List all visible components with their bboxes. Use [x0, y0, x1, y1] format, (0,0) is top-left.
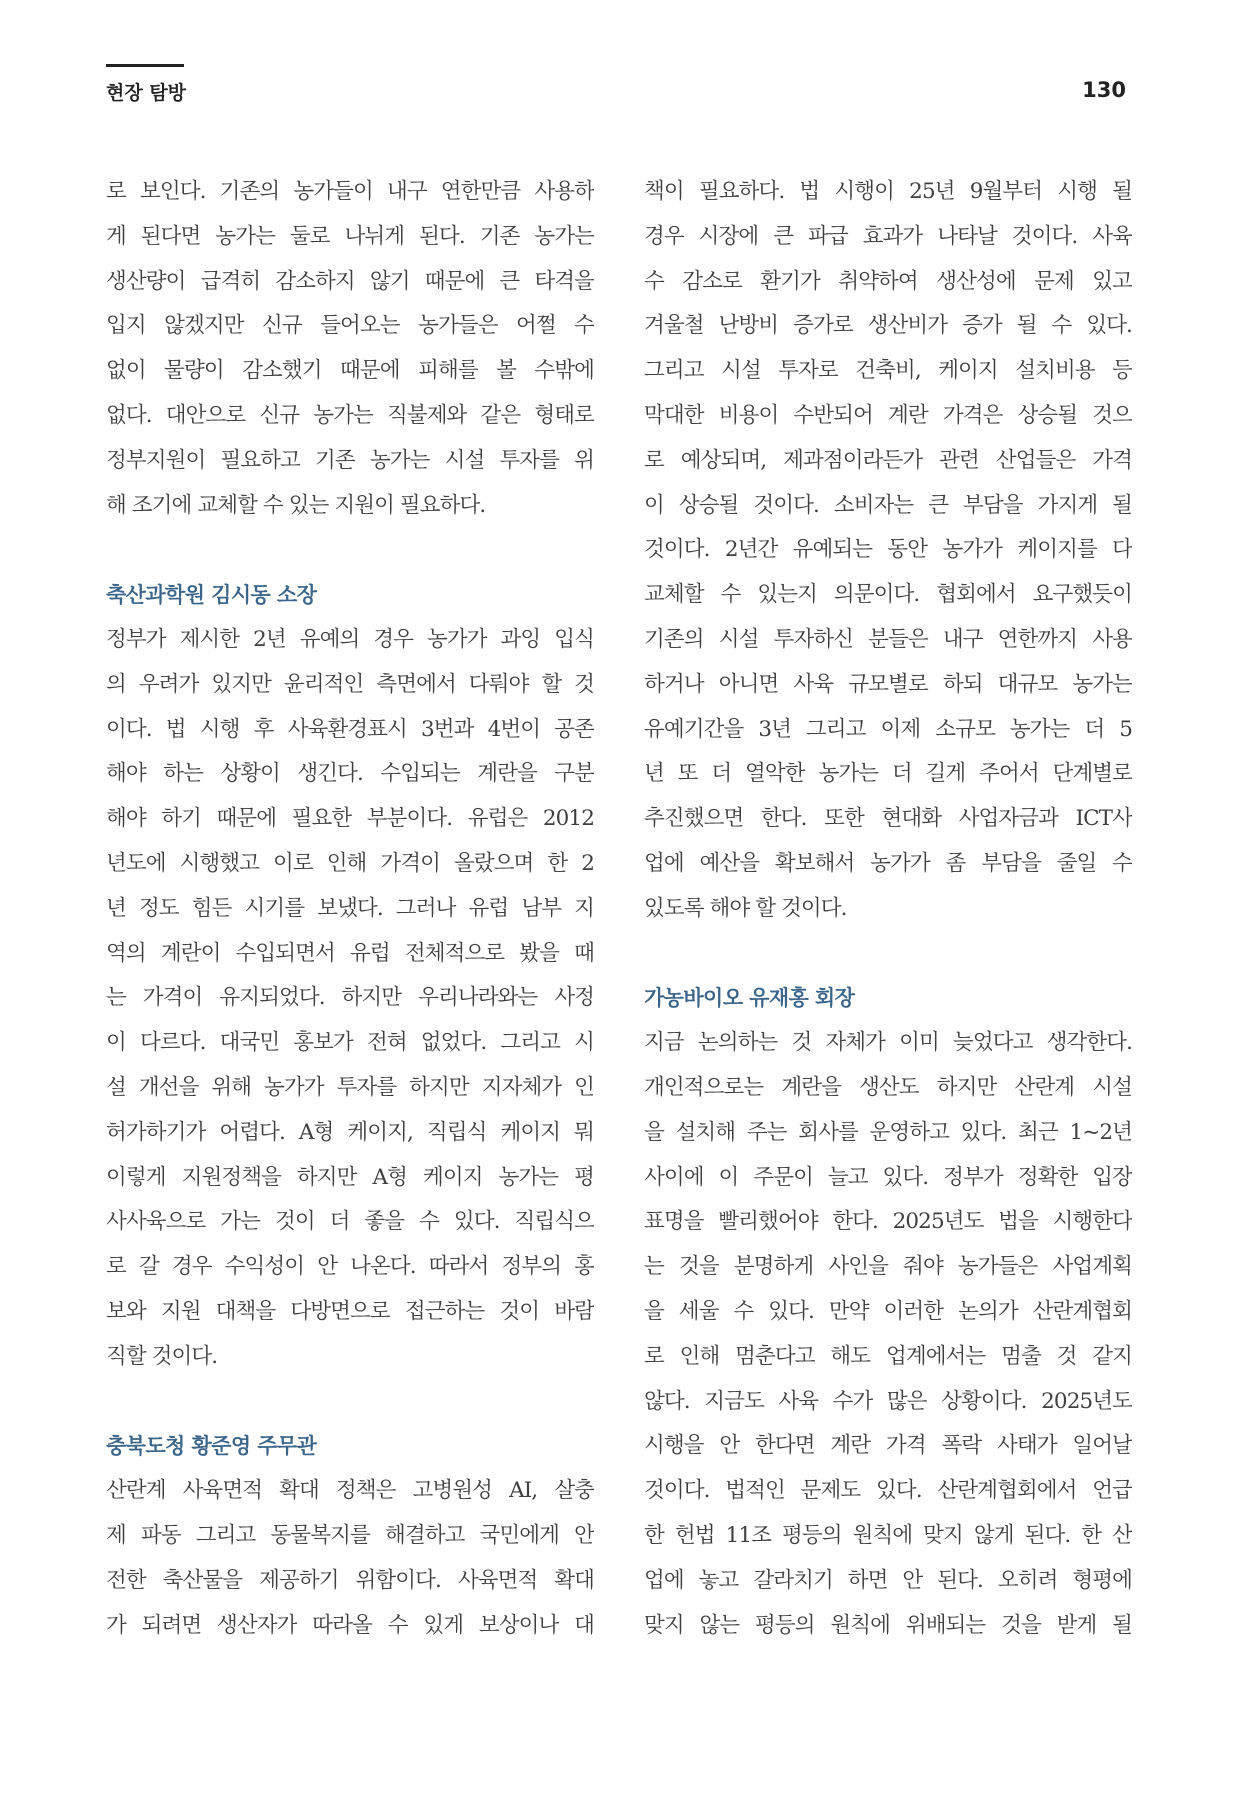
text-line: 로 인해 멈춘다고 해도 업계에서는 멈출 것 같지 — [644, 1343, 1132, 1369]
right-intro-paragraph — [644, 170, 1132, 932]
text-line: 보와 지원 대책을 다방면으로 접근하는 것이 바람 — [106, 1298, 594, 1324]
text-line: 사사육으로 가는 것이 더 좋을 수 있다. 직립식으 — [106, 1209, 594, 1235]
text-line: 없다. 대안으로 신규 농가는 직불제와 같은 형태로 — [106, 402, 594, 428]
text-line: 그리고 시설 투자로 건축비, 케이지 설치비용 등 — [644, 358, 1132, 384]
text-line: 것이다. 2년간 유예되는 동안 농가가 케이지를 다 — [644, 537, 1132, 563]
text-line: 사이에 이 주문이 늘고 있다. 정부가 정확한 입장 — [644, 1164, 1132, 1190]
text-line: 을 세울 수 있다. 만약 이러한 논의가 산란계협회 — [644, 1298, 1132, 1324]
text-line: 게 된다면 농가는 둘로 나뉘게 된다. 기존 농가는 — [106, 223, 594, 249]
text-line: 이렇게 지원정책을 하지만 A형 케이지 농가는 평 — [106, 1164, 594, 1190]
section-label: 현장 탐방 — [106, 82, 187, 104]
text-line: 정부가 제시한 2년 유예의 경우 농가가 과잉 입식 — [106, 626, 594, 652]
text-line: 교체할 수 있는지 의문이다. 협회에서 요구했듯이 — [644, 582, 1132, 608]
text-line: 있도록 해야 할 것이다. — [644, 895, 847, 921]
text-line: 전한 축산물을 제공하기 위함이다. 사육면적 확대 — [106, 1567, 594, 1593]
text-line: 제 파동 그리고 동물복지를 해결하고 국민에게 안 — [106, 1522, 594, 1548]
text-line: 해야 하는 상황이 생긴다. 수입되는 계란을 구분 — [106, 761, 594, 787]
text-line: 않다. 지금도 사육 수가 많은 상황이다. 2025년도 — [644, 1388, 1132, 1414]
text-line: 이다. 법 시행 후 사육환경표시 3번과 4번이 공존 — [106, 716, 594, 742]
text-line: 이 상승될 것이다. 소비자는 큰 부담을 가지게 될 — [644, 492, 1132, 518]
text-line: 정부지원이 필요하고 기존 농가는 시설 투자를 위 — [106, 447, 594, 473]
page-number: 130 — [1082, 78, 1126, 102]
text-line: 직할 것이다. — [106, 1343, 218, 1369]
text-line: 로 보인다. 기존의 농가들이 내구 연한만큼 사용하 — [106, 179, 594, 204]
text-line: 업에 놓고 갈라치기 하면 안 된다. 오히려 형평에 — [644, 1567, 1132, 1593]
section-gap — [106, 1380, 594, 1425]
text-line: 을 설치해 주는 회사를 운영하고 있다. 최근 1~2년 — [644, 1119, 1132, 1145]
section-gap — [644, 932, 1132, 977]
text-line: 설 개선을 위해 농가가 투자를 하지만 지자체가 인 — [106, 1074, 594, 1100]
section-heading-kim: 축산과학원 김시동 소장 — [106, 583, 317, 608]
text-line: 년 정도 힘든 시기를 보냈다. 그러나 유럽 남부 지 — [106, 895, 594, 921]
text-line: 입지 않겠지만 신규 들어오는 농가들은 어쩔 수 — [106, 313, 594, 339]
section-gap — [106, 528, 594, 573]
text-line: 의 우려가 있지만 윤리적인 측면에서 다뤄야 할 것 — [106, 671, 594, 697]
text-line: 로 갈 경우 수익성이 안 나온다. 따라서 정부의 홍 — [106, 1254, 594, 1280]
right-column — [644, 170, 1132, 1648]
text-line: 해 조기에 교체할 수 있는 지원이 필요하다. — [106, 492, 486, 518]
header-rule — [106, 64, 184, 67]
text-line: 허가하기가 어렵다. A형 케이지, 직립식 케이지 뭐 — [106, 1119, 594, 1145]
text-line: 로 예상되며, 제과점이라든가 관련 산업들은 가격 — [644, 447, 1132, 473]
section-body-kim — [106, 618, 594, 1380]
section-body-hwang — [106, 1469, 594, 1648]
text-line: 이 다르다. 대국민 홍보가 전혀 없었다. 그리고 시 — [106, 1030, 594, 1056]
text-line: 시행을 안 한다면 계란 가격 폭락 사태가 일어날 — [644, 1433, 1132, 1459]
text-line: 해야 하기 때문에 필요한 부분이다. 유럽은 2012 — [106, 806, 594, 832]
text-line: 맞지 않는 평등의 원칙에 위배되는 것을 받게 될 — [644, 1612, 1132, 1638]
section-heading-hwang: 충북도청 황준영 주무관 — [106, 1434, 317, 1459]
left-intro-paragraph — [106, 170, 594, 528]
text-line: 가 되려면 생산자가 따라올 수 있게 보상이나 대 — [106, 1612, 594, 1638]
text-line: 는 것을 분명하게 사인을 줘야 농가들은 사업계획 — [644, 1254, 1132, 1280]
text-line: 경우 시장에 큰 파급 효과가 나타날 것이다. 사육 — [644, 223, 1132, 249]
text-line: 유예기간을 3년 그리고 이제 소규모 농가는 더 5 — [644, 716, 1132, 742]
text-line: 는 가격이 유지되었다. 하지만 우리나라와는 사정 — [106, 985, 594, 1011]
text-line: 역의 계란이 수입되면서 유럽 전체적으로 봤을 때 — [106, 940, 594, 966]
text-line: 개인적으로는 계란을 생산도 하지만 산란계 시설 — [644, 1074, 1132, 1100]
text-line: 업에 예산을 확보해서 농가가 좀 부담을 줄일 수 — [644, 850, 1132, 876]
text-line: 것이다. 법적인 문제도 있다. 산란계협회에서 언급 — [644, 1478, 1132, 1504]
text-line: 기존의 시설 투자하신 분들은 내구 연한까지 사용 — [644, 626, 1132, 652]
text-line: 년 또 더 열악한 농가는 더 길게 주어서 단계별로 — [644, 761, 1132, 787]
text-line: 막대한 비용이 수반되어 계란 가격은 상승될 것으 — [644, 402, 1132, 428]
left-column — [106, 170, 594, 1648]
text-line: 생산량이 급격히 감소하지 않기 때문에 큰 타격을 — [106, 268, 594, 294]
text-line: 한 헌법 11조 평등의 원칙에 맞지 않게 된다. 한 산 — [644, 1522, 1132, 1548]
text-line: 추진했으면 한다. 또한 현대화 사업자금과 ICT사 — [644, 806, 1132, 832]
text-line: 겨울철 난방비 증가로 생산비가 증가 될 수 있다. — [644, 313, 1132, 339]
text-line: 책이 필요하다. 법 시행이 25년 9월부터 시행 될 — [644, 179, 1132, 204]
text-line: 지금 논의하는 것 자체가 이미 늦었다고 생각한다. — [644, 1030, 1132, 1056]
text-line: 산란계 사육면적 확대 정책은 고병원성 AI, 살충 — [106, 1478, 594, 1504]
text-line: 수 감소로 환기가 취약하여 생산성에 문제 있고 — [644, 268, 1132, 294]
text-line: 년도에 시행했고 이로 인해 가격이 올랐으며 한 2 — [106, 850, 594, 876]
section-body-yoo — [644, 1021, 1132, 1648]
section-heading-yoo: 가농바이오 유재홍 회장 — [644, 986, 855, 1011]
text-line: 없이 물량이 감소했기 때문에 피해를 볼 수밖에 — [106, 358, 594, 384]
text-line: 표명을 빨리했어야 한다. 2025년도 법을 시행한다 — [644, 1209, 1132, 1235]
text-line: 하거나 아니면 사육 규모별로 하되 대규모 농가는 — [644, 671, 1132, 697]
